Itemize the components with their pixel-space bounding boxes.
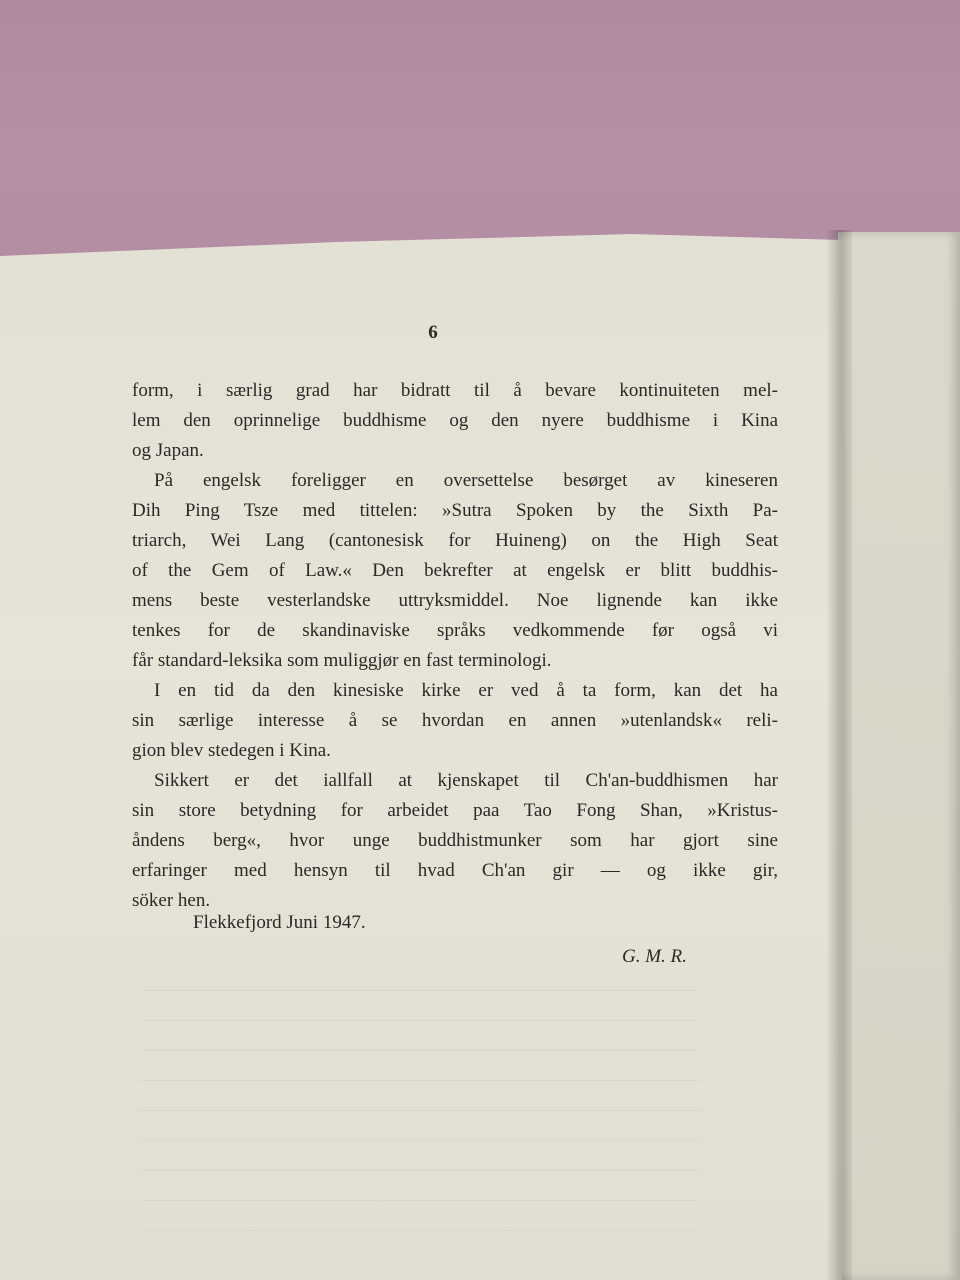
- text-line: På engelsk foreligger en oversettelse besørget av kineseren: [154, 470, 778, 491]
- text-line: triarch, Wei Lang (cantonesisk for Huineng) on the High Seat: [132, 530, 778, 551]
- show-through-text: [140, 990, 700, 1250]
- text-line: lem den oprinnelige buddhisme og den nyere buddhisme i Kina: [132, 410, 778, 431]
- text-line: form, i særlig grad har bidratt til å bevare kontinuiteten mel-: [132, 380, 778, 401]
- text-line: of the Gem of Law.« Den bekrefter at engelsk er blitt buddhis-: [132, 560, 778, 581]
- text-line: mens beste vesterlandske uttryksmiddel. Noe lignende kan ikke: [132, 590, 778, 611]
- text-line: söker hen.: [132, 890, 211, 911]
- text-line: tenkes for de skandinaviske språks vedkommende før også vi: [132, 620, 778, 641]
- text-line: sin særlige interesse å se hvordan en annen »utenlandsk« reli-: [132, 710, 778, 731]
- text-line: åndens berg«, hvor unge buddhistmunker som har gjort sine: [132, 830, 778, 851]
- page-number: 6: [428, 322, 438, 343]
- text-line: får standard-leksika som muliggjør en fast terminologi.: [132, 650, 552, 671]
- text-line: Dih Ping Tsze med tittelen: »Sutra Spoken by the Sixth Pa-: [132, 500, 778, 521]
- dateline: Flekkefjord Juni 1947.: [193, 912, 366, 933]
- text-line: Sikkert er det iallfall at kjenskapet til Ch'an-buddhismen har: [154, 770, 778, 791]
- text-line: sin store betydning for arbeidet paa Tao Fong Shan, »Kristus-: [132, 800, 778, 821]
- facing-page: [838, 232, 960, 1280]
- body-text: [132, 376, 778, 916]
- text-line: og Japan.: [132, 440, 204, 461]
- background-surface: [0, 0, 960, 260]
- text-line: erfaringer med hensyn til hvad Ch'an gir — og ikke gir,: [132, 860, 778, 881]
- spine-shadow: [826, 230, 852, 1280]
- text-line: I en tid da den kinesiske kirke er ved å ta form, kan det ha: [154, 680, 778, 701]
- text-line: gion blev stedegen i Kina.: [132, 740, 331, 761]
- signature: G. M. R.: [622, 946, 687, 967]
